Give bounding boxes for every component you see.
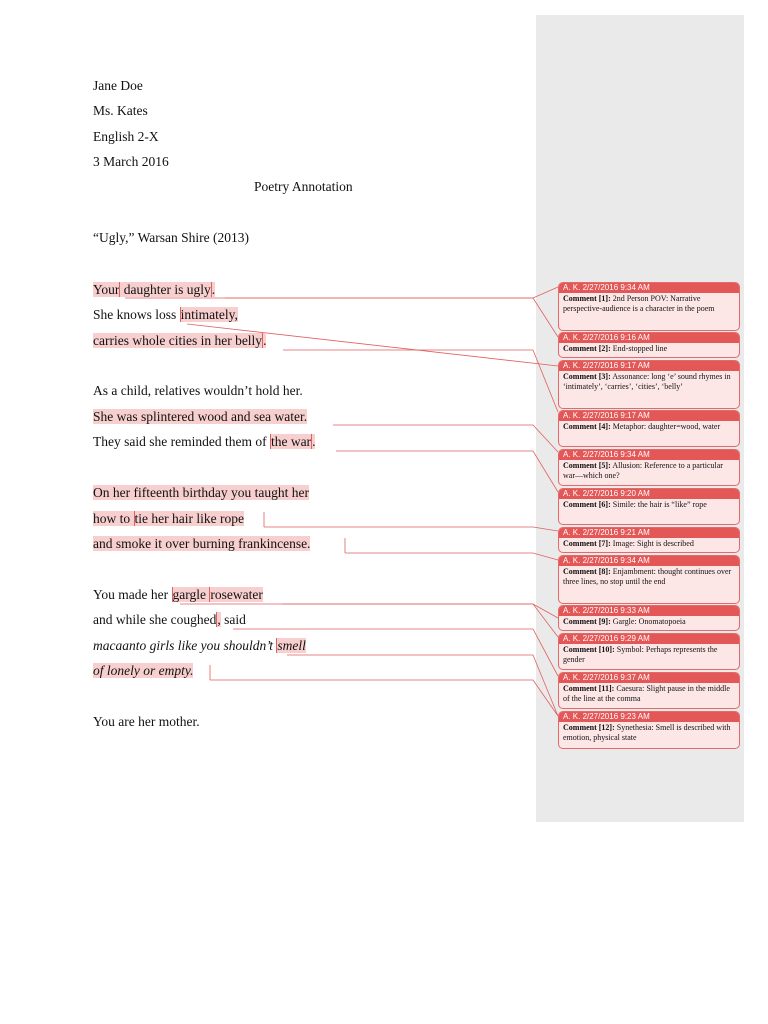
comment-label: Comment [11]: <box>563 684 615 693</box>
highlight-end-stop[interactable]: . <box>211 282 216 297</box>
comment-label: Comment [1]: <box>563 294 611 303</box>
connector-2 <box>225 298 558 337</box>
comment-label: Comment [7]: <box>563 539 611 548</box>
connector-8 <box>345 553 558 560</box>
poem-line-5 <box>93 408 307 426</box>
highlight-intimately[interactable]: intimately, <box>180 307 238 322</box>
comment-author-time: A. K. 2/27/2016 9:37 AM <box>559 673 739 683</box>
highlight-the-war[interactable]: the war <box>270 434 312 449</box>
comment-balloon-5[interactable] <box>558 449 740 486</box>
poem-line-10 <box>93 586 263 604</box>
poem-text: macaanto girls like you shouldn’t <box>93 638 277 653</box>
document-date: 3 March 2016 <box>93 154 169 169</box>
course-name: English 2-X <box>93 129 159 144</box>
comment-label: Comment [12]: <box>563 723 615 732</box>
comment-author-time: A. K. 2/27/2016 9:17 AM <box>559 411 739 421</box>
connector-5 <box>333 425 558 452</box>
comment-text: Image: Sight is described <box>612 539 694 548</box>
connector-7 <box>264 527 558 531</box>
poem-text: and while she coughed <box>93 612 217 627</box>
poem-source: “Ugly,” Warsan Shire (2013) <box>93 230 249 245</box>
comment-label: Comment [8]: <box>563 567 611 576</box>
comment-balloon-4[interactable] <box>558 410 740 447</box>
poem-text: You made her <box>93 587 172 602</box>
poem-text: daughter is ugly <box>120 282 211 297</box>
comment-text: Metaphor: daughter=wood, water <box>612 422 721 431</box>
comment-balloon-3[interactable] <box>558 360 740 409</box>
highlight-rosewater[interactable]: rosewater <box>210 587 263 602</box>
highlight-enjambment[interactable]: On her fifteenth birthday you taught her <box>93 485 309 500</box>
poem-line-1 <box>93 281 215 299</box>
comment-author-time: A. K. 2/27/2016 9:33 AM <box>559 606 739 616</box>
comment-author-time: A. K. 2/27/2016 9:29 AM <box>559 634 739 644</box>
comment-label: Comment [4]: <box>563 422 611 431</box>
poem-line-7 <box>93 484 309 502</box>
highlight-simile[interactable]: tie her hair like rope <box>134 511 244 526</box>
poem-line-14: You are her mother. <box>93 714 200 729</box>
comment-text: Caesura: Slight pause in the middle of the line at the comma <box>563 684 730 703</box>
comment-balloon-11[interactable] <box>558 672 740 709</box>
highlight-cities-belly[interactable]: carries whole cities in her belly <box>93 333 263 348</box>
poem-text: They said she reminded them of <box>93 434 270 449</box>
poem-line-2 <box>93 306 238 324</box>
comment-label: Comment [2]: <box>563 344 611 353</box>
comment-balloon-12[interactable] <box>558 711 740 749</box>
highlight-enjambment[interactable]: how to <box>93 511 134 526</box>
highlight-gargle[interactable]: gargle <box>172 587 206 602</box>
poem-line-9 <box>93 535 310 553</box>
teacher-name: Ms. Kates <box>93 103 148 118</box>
poem-line-12 <box>93 637 306 655</box>
connector-12 <box>287 655 558 716</box>
comment-label: Comment [10]: <box>563 645 615 654</box>
poem-line-11 <box>93 611 246 629</box>
comment-text: End-stopped line <box>612 344 668 353</box>
poem-text: She knows loss <box>93 307 180 322</box>
comment-text: Symbol: Perhaps represents the gender <box>563 645 718 664</box>
comment-author-time: A. K. 2/27/2016 9:16 AM <box>559 333 739 343</box>
poem-line-6 <box>93 433 315 451</box>
comment-text: Assonance: long ‘e’ sound rhymes in ‘intimately’, ‘carries’, ‘cities’, ‘belly’ <box>563 372 731 391</box>
comment-text: Synethesia: Smell is described with emotion, physical state <box>563 723 731 742</box>
comment-author-time: A. K. 2/27/2016 9:20 AM <box>559 489 739 499</box>
highlight-caesura[interactable]: , <box>217 612 221 627</box>
highlight-metaphor[interactable]: She was splintered wood and sea water. <box>93 409 308 424</box>
poem-text: said <box>220 612 246 627</box>
comment-author-time: A. K. 2/27/2016 9:34 AM <box>559 283 739 293</box>
comment-balloon-2[interactable] <box>558 332 740 358</box>
comment-label: Comment [9]: <box>563 617 611 626</box>
highlight-end-stop[interactable]: . <box>312 434 316 449</box>
comment-label: Comment [3]: <box>563 372 611 381</box>
comment-balloon-8[interactable] <box>558 555 740 604</box>
connector-10 <box>283 604 558 637</box>
comment-author-time: A. K. 2/27/2016 9:34 AM <box>559 450 739 460</box>
comment-author-time: A. K. 2/27/2016 9:17 AM <box>559 361 739 371</box>
highlight-image[interactable]: and smoke it over burning frankincense. <box>93 536 311 551</box>
poem-line-13 <box>93 662 193 680</box>
connector-13 <box>210 680 558 716</box>
poem-line-3 <box>93 332 266 350</box>
comment-balloon-1[interactable] <box>558 282 740 331</box>
comment-balloon-9[interactable] <box>558 605 740 631</box>
comment-text: Gargle: Onomatopoeia <box>612 617 686 626</box>
comment-author-time: A. K. 2/27/2016 9:23 AM <box>559 712 739 722</box>
comment-text: Allusion: Reference to a particular war—which one? <box>563 461 723 480</box>
comment-balloon-10[interactable] <box>558 633 740 670</box>
comment-label: Comment [6]: <box>563 500 611 509</box>
comment-balloon-7[interactable] <box>558 527 740 553</box>
document-title: Poetry Annotation <box>254 179 353 194</box>
comment-author-time: A. K. 2/27/2016 9:21 AM <box>559 528 739 538</box>
student-name: Jane Doe <box>93 78 143 93</box>
comment-text: Simile: the hair is “like” rope <box>612 500 707 509</box>
poem-line-4: As a child, relatives wouldn’t hold her. <box>93 383 303 398</box>
comment-author-time: A. K. 2/27/2016 9:34 AM <box>559 556 739 566</box>
comment-balloon-6[interactable] <box>558 488 740 525</box>
comment-label: Comment [5]: <box>563 461 611 470</box>
comment-text: 2nd Person POV: Narrative perspective-audience is a character in the poem <box>563 294 715 313</box>
highlight-synesthesia[interactable]: of lonely or empty. <box>93 663 194 678</box>
comment-text: Enjambment: thought continues over three lines, no stop until the end <box>563 567 732 586</box>
highlight-end-stop[interactable]: . <box>263 333 267 348</box>
highlight-smell[interactable]: smell <box>277 638 306 653</box>
connector-6 <box>336 451 558 492</box>
connector-4 <box>283 350 558 412</box>
highlight-your[interactable]: Your <box>93 282 120 297</box>
poem-line-8 <box>93 510 244 528</box>
